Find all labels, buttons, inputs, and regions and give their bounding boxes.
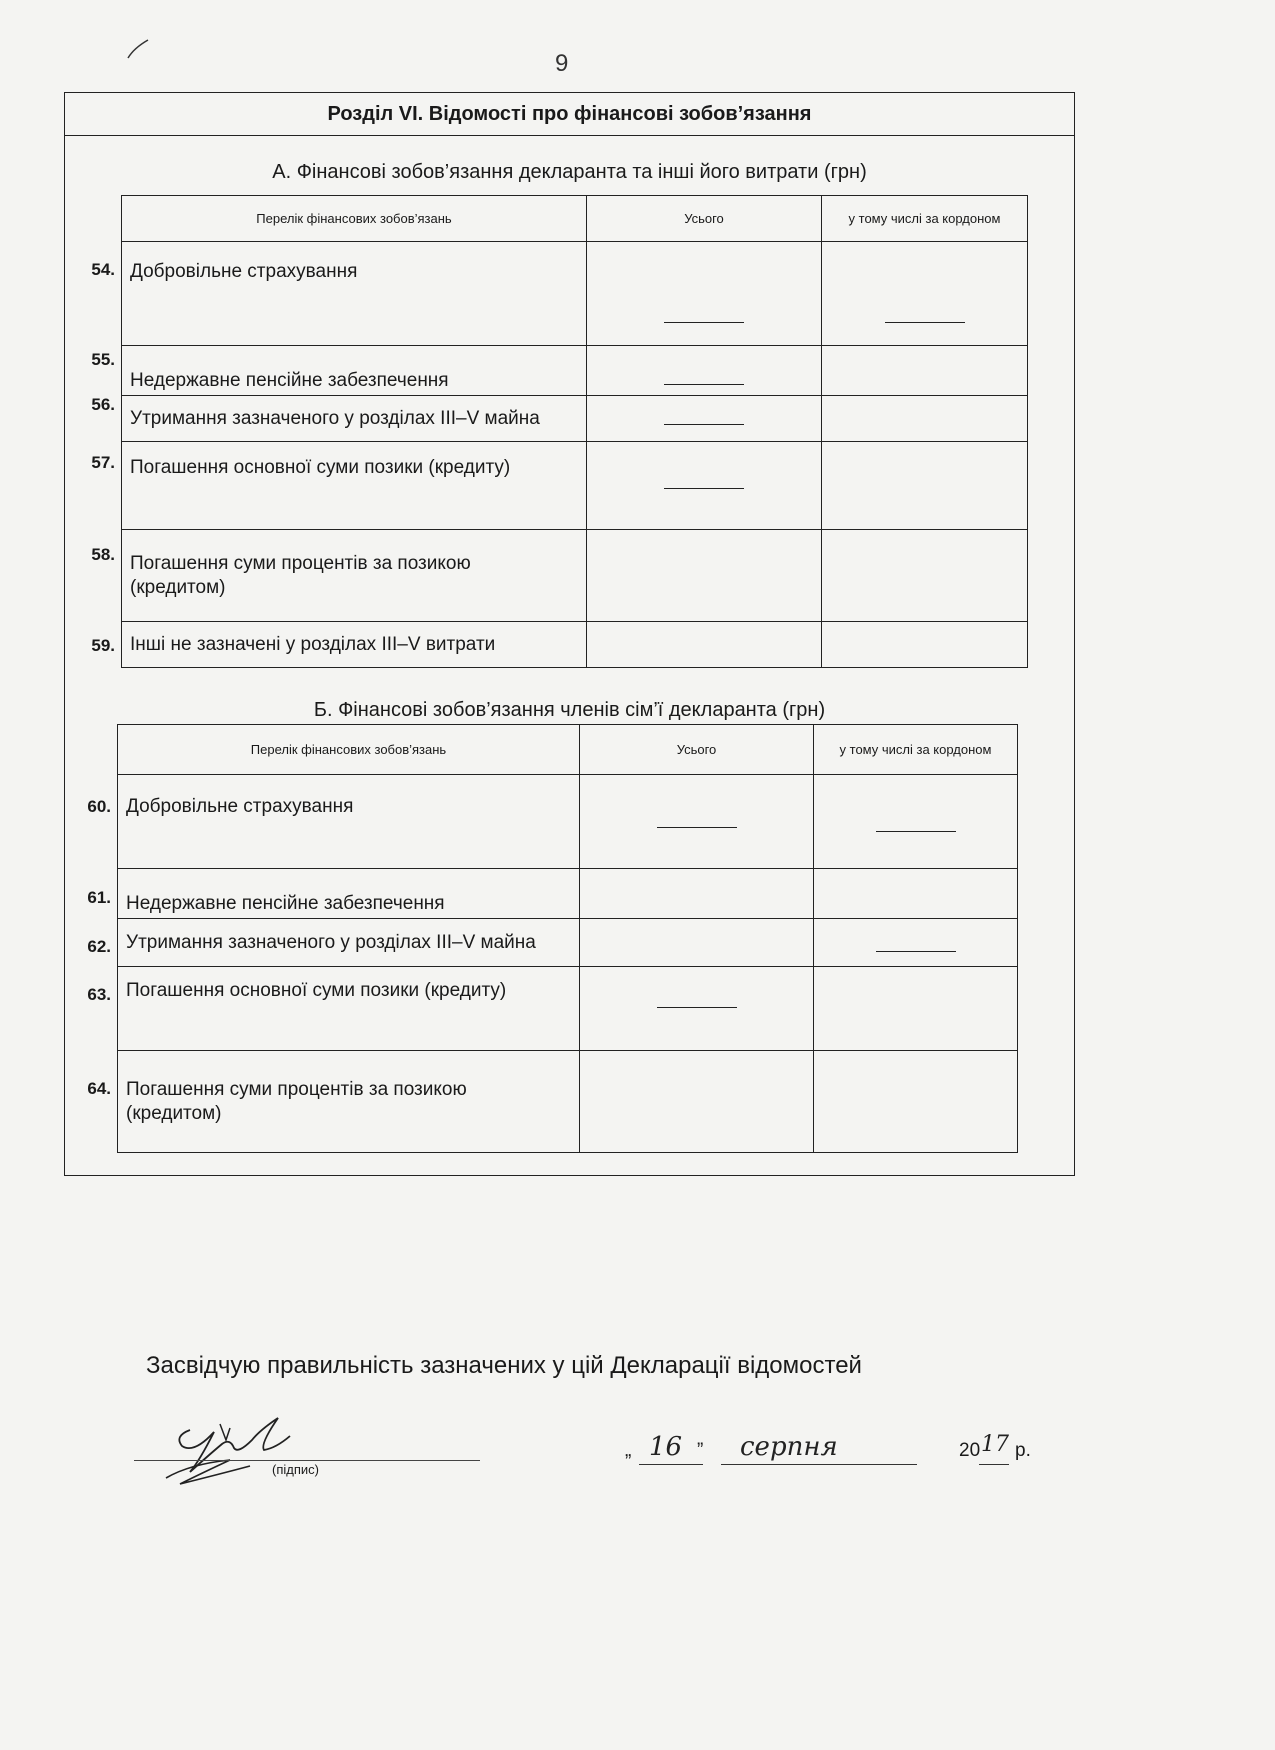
empty-dash: [664, 322, 744, 324]
date-year-abbrev: р.: [1015, 1440, 1031, 1461]
table-row: [122, 622, 1028, 668]
abroad-cell[interactable]: [822, 622, 1028, 668]
row-label: Недержавне пенсійне забезпечення: [122, 346, 587, 396]
row-number: 63.: [87, 985, 111, 1004]
row-label: Добровільне страхування: [122, 242, 587, 346]
empty-dash: [876, 951, 956, 953]
part-a-title: А. Фінансові зобов’язання декларанта та інші його витрати (грн): [272, 161, 867, 183]
empty-dash: [664, 384, 744, 386]
date-open-quote: „: [625, 1440, 632, 1461]
total-cell[interactable]: [580, 775, 814, 869]
empty-dash: [885, 322, 965, 324]
header-abroad: у тому числі за кордоном: [814, 725, 1018, 775]
header-abroad: у тому числі за кордоном: [822, 196, 1028, 242]
signature-image: [160, 1410, 310, 1495]
total-cell[interactable]: [587, 622, 822, 668]
date-close-quote: ”: [697, 1440, 704, 1461]
empty-dash: [657, 1007, 737, 1009]
header-total: Усього: [587, 196, 822, 242]
table-row: [118, 775, 1018, 869]
section-title: Розділ VI. Відомості про фінансові зобов’язання: [65, 93, 1074, 136]
empty-dash: [664, 424, 744, 426]
total-cell[interactable]: [587, 442, 822, 530]
row-number: 59.: [91, 636, 115, 655]
row-label-line1: Погашення суми процентів за позикою: [126, 1078, 467, 1100]
date-row: [625, 1432, 1075, 1470]
pen-mark: [126, 38, 150, 65]
total-cell[interactable]: [587, 346, 822, 396]
attestation-text: Засвідчую правильність зазначених у цій Декларації відомостей: [146, 1352, 862, 1379]
header-list: Перелік фінансових зобов’язань: [118, 725, 580, 775]
part-b-title: Б. Фінансові зобов’язання членів сім’ї декларанта (грн): [313, 699, 826, 721]
empty-dash: [664, 488, 744, 490]
section-frame: [64, 92, 1075, 1176]
empty-dash: [657, 827, 737, 829]
table-row: [122, 530, 1028, 622]
table-row: [118, 967, 1018, 1051]
row-number: 60.: [87, 797, 111, 816]
table-row: [118, 919, 1018, 967]
row-number: 55.: [91, 350, 115, 369]
part-b-table: [117, 724, 1018, 1153]
header-list: Перелік фінансових зобов’язань: [122, 196, 587, 242]
date-year-suffix[interactable]: 17: [981, 1432, 1009, 1457]
total-cell[interactable]: [587, 242, 822, 346]
total-cell[interactable]: [587, 396, 822, 442]
row-label-line1: Погашення суми процентів за позикою: [130, 552, 471, 574]
row-label: Утримання зазначеного у розділах III–V майна: [122, 396, 587, 442]
day-underline: [639, 1464, 703, 1465]
signature-line: [134, 1460, 480, 1461]
total-cell[interactable]: [580, 967, 814, 1051]
table-row: [122, 346, 1028, 396]
table-row: [118, 1051, 1018, 1153]
page-number: 9: [555, 50, 569, 77]
signature-caption: (підпис): [272, 1462, 319, 1477]
abroad-cell[interactable]: [822, 396, 1028, 442]
abroad-cell[interactable]: [814, 919, 1018, 967]
row-number: 64.: [87, 1079, 111, 1098]
row-label: Інші не зазначені у розділах III–V витрати: [122, 622, 587, 668]
header-total: Усього: [580, 725, 814, 775]
month-underline: [721, 1464, 917, 1465]
row-number: 57.: [91, 453, 115, 472]
total-cell[interactable]: [587, 530, 822, 622]
abroad-cell[interactable]: [814, 775, 1018, 869]
date-day[interactable]: 16: [649, 1432, 683, 1462]
year-underline: [979, 1464, 1009, 1465]
abroad-cell[interactable]: [822, 346, 1028, 396]
date-year-prefix: 20: [959, 1440, 981, 1461]
table-row: [122, 396, 1028, 442]
total-cell[interactable]: [580, 1051, 814, 1153]
abroad-cell[interactable]: [814, 1051, 1018, 1153]
abroad-cell[interactable]: [814, 967, 1018, 1051]
abroad-cell[interactable]: [814, 869, 1018, 919]
row-label: Недержавне пенсійне забезпечення: [118, 869, 580, 919]
row-number: 56.: [91, 395, 115, 414]
row-label: Погашення основної суми позики (кредиту): [118, 967, 580, 1051]
total-cell[interactable]: [580, 919, 814, 967]
table-row: [122, 242, 1028, 346]
row-number: 54.: [91, 260, 115, 279]
empty-dash: [876, 831, 956, 833]
row-label-line2: (кредитом): [126, 1102, 222, 1124]
row-label: Утримання зазначеного у розділах III–V майна: [118, 919, 580, 967]
date-month[interactable]: серпня: [740, 1432, 838, 1462]
row-number: 62.: [87, 937, 111, 956]
row-number: 61.: [87, 888, 111, 907]
part-a-table: [121, 195, 1028, 668]
row-label: [122, 530, 587, 622]
abroad-cell[interactable]: [822, 530, 1028, 622]
row-number: 58.: [91, 545, 115, 564]
total-cell[interactable]: [580, 869, 814, 919]
row-label: Погашення основної суми позики (кредиту): [122, 442, 587, 530]
abroad-cell[interactable]: [822, 442, 1028, 530]
table-row: [122, 442, 1028, 530]
table-row: [118, 869, 1018, 919]
row-label: Добровільне страхування: [118, 775, 580, 869]
row-label: [118, 1051, 580, 1153]
row-label-line2: (кредитом): [130, 576, 226, 598]
abroad-cell[interactable]: [822, 242, 1028, 346]
